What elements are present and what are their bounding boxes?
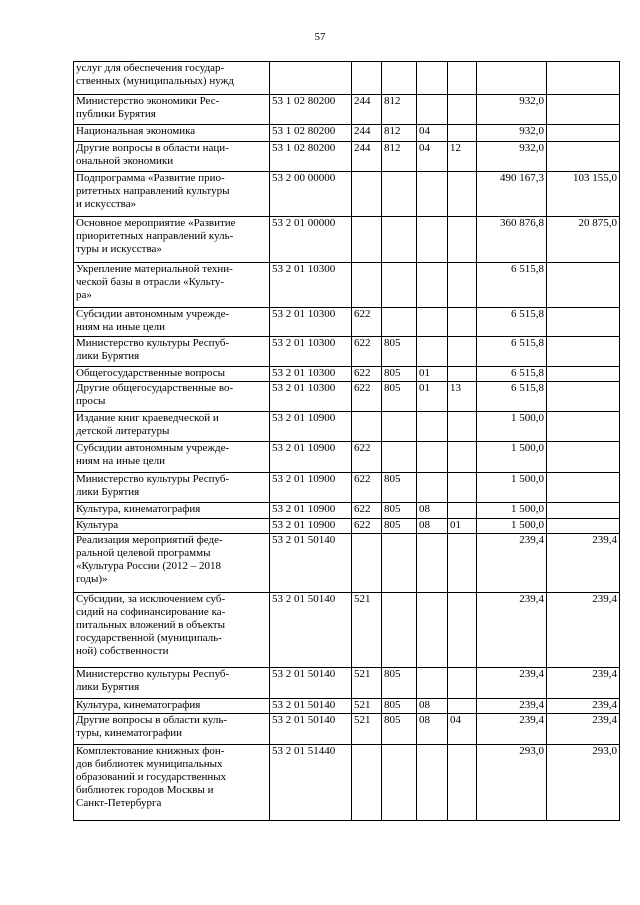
expense-type-cell: 622	[352, 442, 382, 473]
subsection-cell	[448, 217, 477, 263]
table-row	[74, 534, 620, 593]
ministry-code-cell: 812	[382, 142, 417, 172]
subsection-cell	[448, 62, 477, 95]
expense-type-cell: 622	[352, 503, 382, 519]
section-cell: 08	[417, 714, 448, 745]
expense-type-cell: 622	[352, 473, 382, 503]
federal-amount-cell	[547, 62, 620, 95]
row-name-cell: Другие общегосударственные во- просы	[74, 382, 270, 412]
section-cell: 04	[417, 125, 448, 142]
table-row	[74, 337, 620, 367]
ministry-code-cell	[382, 62, 417, 95]
target-article-cell: 53 2 01 50140	[270, 668, 352, 699]
row-name-cell: Национальная экономика	[74, 125, 270, 142]
section-cell	[417, 412, 448, 442]
section-cell: 08	[417, 503, 448, 519]
subsection-cell: 04	[448, 714, 477, 745]
section-cell	[417, 172, 448, 217]
target-article-cell: 53 2 01 50140	[270, 534, 352, 593]
target-article-cell: 53 2 01 10300	[270, 337, 352, 367]
table-row	[74, 142, 620, 172]
section-cell	[417, 534, 448, 593]
amount-cell: 490 167,3	[477, 172, 547, 217]
amount-cell: 239,4	[477, 699, 547, 714]
row-name-cell: Министерство экономики Рес- публики Бурятия	[74, 95, 270, 125]
federal-amount-cell: 103 155,0	[547, 172, 620, 217]
expense-type-cell: 244	[352, 95, 382, 125]
amount-cell: 6 515,8	[477, 367, 547, 382]
table-row	[74, 263, 620, 308]
federal-amount-cell	[547, 412, 620, 442]
row-name-cell: Министерство культуры Респуб- лики Бурятия	[74, 668, 270, 699]
expense-type-cell: 244	[352, 142, 382, 172]
section-cell	[417, 263, 448, 308]
table-row	[74, 125, 620, 142]
ministry-code-cell	[382, 217, 417, 263]
row-name-cell: Укрепление материальной техни- ческой базы в отрасли «Культу- ра»	[74, 263, 270, 308]
row-name-cell: Культура, кинематография	[74, 503, 270, 519]
row-name-cell: Субсидии автономным учрежде- ниям на иные цели	[74, 442, 270, 473]
target-article-cell: 53 2 01 10300	[270, 263, 352, 308]
ministry-code-cell: 805	[382, 519, 417, 534]
ministry-code-cell: 805	[382, 503, 417, 519]
page-number: 57	[314, 31, 326, 43]
table-row	[74, 473, 620, 503]
expense-type-cell	[352, 745, 382, 821]
ministry-code-cell	[382, 308, 417, 337]
amount-cell: 1 500,0	[477, 503, 547, 519]
ministry-code-cell	[382, 172, 417, 217]
federal-amount-cell: 239,4	[547, 593, 620, 668]
subsection-cell: 01	[448, 519, 477, 534]
amount-cell: 6 515,8	[477, 382, 547, 412]
budget-table	[73, 61, 620, 821]
expense-type-cell	[352, 534, 382, 593]
ministry-code-cell: 805	[382, 668, 417, 699]
federal-amount-cell	[547, 442, 620, 473]
ministry-code-cell	[382, 593, 417, 668]
section-cell	[417, 745, 448, 821]
amount-cell: 239,4	[477, 593, 547, 668]
subsection-cell	[448, 534, 477, 593]
subsection-cell	[448, 263, 477, 308]
row-name-cell: Субсидии автономным учрежде- ниям на иные цели	[74, 308, 270, 337]
subsection-cell	[448, 337, 477, 367]
federal-amount-cell	[547, 473, 620, 503]
expense-type-cell: 244	[352, 125, 382, 142]
expense-type-cell	[352, 217, 382, 263]
subsection-cell	[448, 172, 477, 217]
section-cell: 08	[417, 699, 448, 714]
target-article-cell: 53 2 01 10900	[270, 519, 352, 534]
table-row	[74, 382, 620, 412]
subsection-cell	[448, 699, 477, 714]
amount-cell: 6 515,8	[477, 337, 547, 367]
expense-type-cell	[352, 62, 382, 95]
expense-type-cell: 521	[352, 593, 382, 668]
expense-type-cell: 521	[352, 699, 382, 714]
subsection-cell	[448, 503, 477, 519]
row-name-cell: Культура, кинематография	[74, 699, 270, 714]
table-row	[74, 308, 620, 337]
subsection-cell	[448, 745, 477, 821]
amount-cell	[477, 62, 547, 95]
section-cell: 01	[417, 367, 448, 382]
section-cell	[417, 473, 448, 503]
row-name-cell: Субсидии, за исключением суб- сидий на софинансирование ка- питальных вложений в объекты государственной (муниципаль- ной) собственности	[74, 593, 270, 668]
subsection-cell	[448, 593, 477, 668]
row-name-cell: Комплектование книжных фон- дов библиотек муниципальных образований и государственных библиотек городов Москвы и Санкт-Петербурга	[74, 745, 270, 821]
amount-cell: 932,0	[477, 142, 547, 172]
row-name-cell: Другие вопросы в области куль- туры, кинематографии	[74, 714, 270, 745]
federal-amount-cell	[547, 95, 620, 125]
expense-type-cell: 521	[352, 668, 382, 699]
section-cell	[417, 593, 448, 668]
section-cell	[417, 668, 448, 699]
federal-amount-cell	[547, 337, 620, 367]
federal-amount-cell: 293,0	[547, 745, 620, 821]
ministry-code-cell	[382, 442, 417, 473]
amount-cell: 1 500,0	[477, 412, 547, 442]
ministry-code-cell: 805	[382, 382, 417, 412]
subsection-cell	[448, 442, 477, 473]
target-article-cell: 53 2 01 10900	[270, 442, 352, 473]
amount-cell: 6 515,8	[477, 263, 547, 308]
ministry-code-cell	[382, 263, 417, 308]
federal-amount-cell	[547, 519, 620, 534]
target-article-cell	[270, 62, 352, 95]
amount-cell: 1 500,0	[477, 519, 547, 534]
ministry-code-cell: 805	[382, 337, 417, 367]
amount-cell: 239,4	[477, 714, 547, 745]
table-row	[74, 62, 620, 95]
ministry-code-cell: 805	[382, 714, 417, 745]
table-row	[74, 95, 620, 125]
expense-type-cell: 622	[352, 382, 382, 412]
target-article-cell: 53 2 01 10300	[270, 382, 352, 412]
table-row	[74, 745, 620, 821]
row-name-cell: Издание книг краеведческой и детской литературы	[74, 412, 270, 442]
federal-amount-cell	[547, 382, 620, 412]
expense-type-cell: 622	[352, 367, 382, 382]
section-cell	[417, 62, 448, 95]
row-name-cell: Основное мероприятие «Развитие приоритетных направлений куль- туры и искусства»	[74, 217, 270, 263]
expense-type-cell	[352, 412, 382, 442]
amount-cell: 6 515,8	[477, 308, 547, 337]
federal-amount-cell	[547, 263, 620, 308]
table-row	[74, 714, 620, 745]
section-cell: 04	[417, 142, 448, 172]
table-row	[74, 593, 620, 668]
amount-cell: 239,4	[477, 668, 547, 699]
section-cell	[417, 217, 448, 263]
row-name-cell: Другие вопросы в области наци- ональной экономики	[74, 142, 270, 172]
amount-cell: 932,0	[477, 125, 547, 142]
target-article-cell: 53 2 01 50140	[270, 699, 352, 714]
federal-amount-cell: 239,4	[547, 699, 620, 714]
table-row	[74, 412, 620, 442]
expense-type-cell	[352, 263, 382, 308]
federal-amount-cell: 239,4	[547, 668, 620, 699]
ministry-code-cell	[382, 534, 417, 593]
amount-cell: 932,0	[477, 95, 547, 125]
target-article-cell: 53 2 01 10900	[270, 473, 352, 503]
subsection-cell	[448, 412, 477, 442]
ministry-code-cell: 812	[382, 125, 417, 142]
subsection-cell	[448, 367, 477, 382]
target-article-cell: 53 2 01 10300	[270, 308, 352, 337]
subsection-cell	[448, 95, 477, 125]
row-name-cell: Культура	[74, 519, 270, 534]
federal-amount-cell	[547, 367, 620, 382]
section-cell	[417, 308, 448, 337]
subsection-cell	[448, 125, 477, 142]
expense-type-cell: 622	[352, 337, 382, 367]
target-article-cell: 53 2 01 10900	[270, 412, 352, 442]
expense-type-cell: 521	[352, 714, 382, 745]
ministry-code-cell: 812	[382, 95, 417, 125]
subsection-cell: 13	[448, 382, 477, 412]
target-article-cell: 53 1 02 80200	[270, 95, 352, 125]
table-row	[74, 172, 620, 217]
federal-amount-cell	[547, 142, 620, 172]
table-row	[74, 367, 620, 382]
federal-amount-cell	[547, 503, 620, 519]
row-name-cell: услуг для обеспечения государ- ственных (муниципальных) нужд	[74, 62, 270, 95]
row-name-cell: Министерство культуры Респуб- лики Бурятия	[74, 473, 270, 503]
amount-cell: 360 876,8	[477, 217, 547, 263]
row-name-cell: Общегосударственные вопросы	[74, 367, 270, 382]
amount-cell: 293,0	[477, 745, 547, 821]
target-article-cell: 53 2 00 00000	[270, 172, 352, 217]
section-cell: 08	[417, 519, 448, 534]
target-article-cell: 53 1 02 80200	[270, 125, 352, 142]
ministry-code-cell: 805	[382, 699, 417, 714]
amount-cell: 1 500,0	[477, 442, 547, 473]
section-cell	[417, 95, 448, 125]
table-row	[74, 519, 620, 534]
expense-type-cell	[352, 172, 382, 217]
ministry-code-cell	[382, 745, 417, 821]
ministry-code-cell	[382, 412, 417, 442]
amount-cell: 1 500,0	[477, 473, 547, 503]
target-article-cell: 53 1 02 80200	[270, 142, 352, 172]
row-name-cell: Реализация мероприятий феде- ральной целевой программы «Культура России (2012 – 2018 годы)»	[74, 534, 270, 593]
section-cell	[417, 442, 448, 473]
target-article-cell: 53 2 01 50140	[270, 593, 352, 668]
federal-amount-cell	[547, 308, 620, 337]
subsection-cell	[448, 473, 477, 503]
target-article-cell: 53 2 01 50140	[270, 714, 352, 745]
row-name-cell: Министерство культуры Респуб- лики Бурятия	[74, 337, 270, 367]
target-article-cell: 53 2 01 00000	[270, 217, 352, 263]
ministry-code-cell: 805	[382, 473, 417, 503]
table-row	[74, 442, 620, 473]
expense-type-cell: 622	[352, 519, 382, 534]
federal-amount-cell: 239,4	[547, 534, 620, 593]
section-cell	[417, 337, 448, 367]
federal-amount-cell	[547, 125, 620, 142]
ministry-code-cell: 805	[382, 367, 417, 382]
subsection-cell: 12	[448, 142, 477, 172]
table-row	[74, 503, 620, 519]
subsection-cell	[448, 668, 477, 699]
table-row	[74, 668, 620, 699]
table-row	[74, 699, 620, 714]
target-article-cell: 53 2 01 10300	[270, 367, 352, 382]
federal-amount-cell: 20 875,0	[547, 217, 620, 263]
target-article-cell: 53 2 01 10900	[270, 503, 352, 519]
federal-amount-cell: 239,4	[547, 714, 620, 745]
amount-cell: 239,4	[477, 534, 547, 593]
target-article-cell: 53 2 01 51440	[270, 745, 352, 821]
row-name-cell: Подпрограмма «Развитие прио- ритетных направлений культуры и искусства»	[74, 172, 270, 217]
table-row	[74, 217, 620, 263]
expense-type-cell: 622	[352, 308, 382, 337]
section-cell: 01	[417, 382, 448, 412]
subsection-cell	[448, 308, 477, 337]
